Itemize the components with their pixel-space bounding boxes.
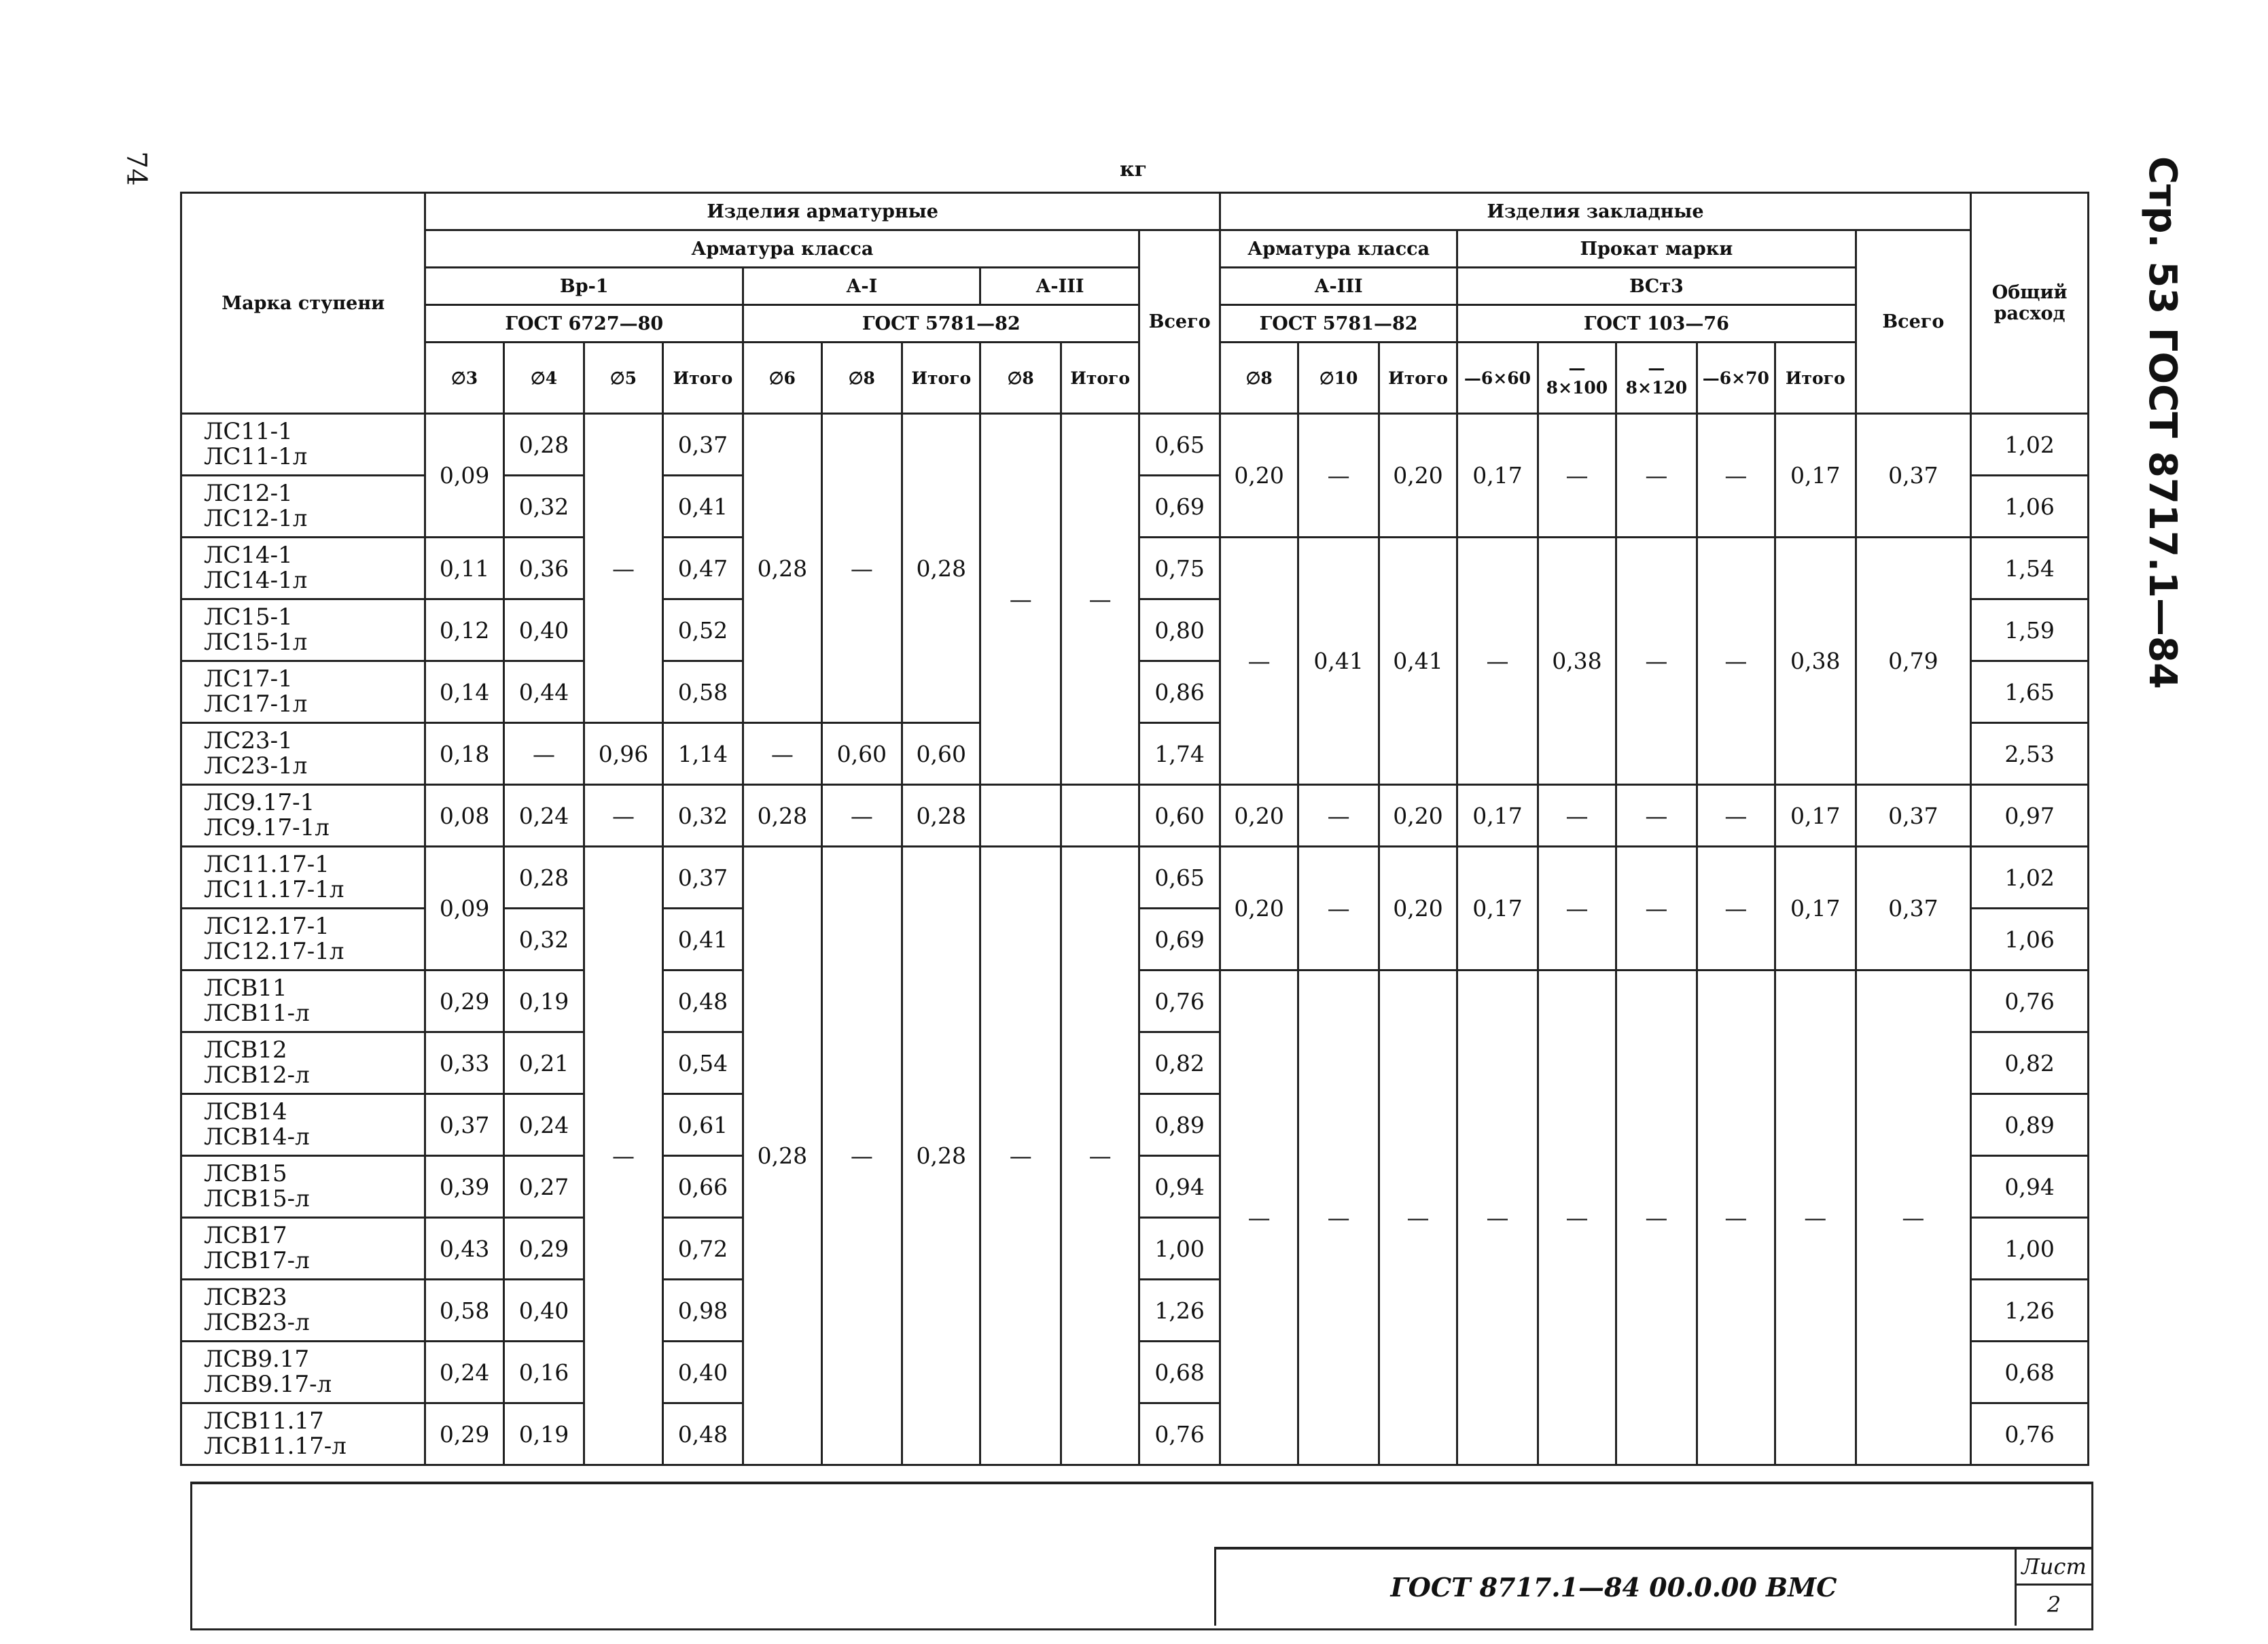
- cell: 0,08: [425, 785, 503, 847]
- sheet-number: 2: [2046, 1592, 2061, 1617]
- cell: 0,40: [662, 1342, 743, 1403]
- header-rolled-grade: Прокат марки: [1457, 230, 1856, 268]
- cell: 0,20: [1220, 414, 1298, 538]
- cell: 0,66: [662, 1156, 743, 1218]
- cell: 0,17: [1457, 785, 1538, 847]
- header-gost-6727: ГОСТ 6727—80: [425, 305, 743, 343]
- col-p-8x100: —8×100: [1538, 343, 1616, 414]
- cell: 0,79: [1856, 538, 1971, 785]
- cell: —: [1697, 414, 1775, 538]
- cell: 0,68: [1139, 1342, 1220, 1403]
- header-gost-5781-2: ГОСТ 5781—82: [1220, 305, 1457, 343]
- cell: —: [1457, 538, 1538, 785]
- col-p-8x120: —8×120: [1616, 343, 1697, 414]
- col-e-d10: ∅10: [1298, 343, 1379, 414]
- col-a3-d8: ∅8: [980, 343, 1061, 414]
- cell: 0,28: [902, 785, 980, 847]
- cell: 0,18: [425, 723, 503, 785]
- cell: 0,96: [584, 723, 662, 785]
- cell: —: [1697, 970, 1775, 1465]
- cell: 0,41: [662, 909, 743, 970]
- cell: —: [980, 847, 1061, 1465]
- cell: 0,28: [743, 414, 821, 723]
- row-mark: ЛСВ11 ЛСВ11-л: [181, 970, 425, 1032]
- col-p-sum: Итого: [1775, 343, 1856, 414]
- cell: [980, 785, 1061, 847]
- cell: 0,58: [662, 661, 743, 723]
- sheet-box: [2015, 1550, 2091, 1626]
- cell: 0,72: [662, 1218, 743, 1280]
- cell: 0,82: [1971, 1032, 2089, 1094]
- cell: —: [1220, 538, 1298, 785]
- cell: [1061, 785, 1139, 847]
- row-mark: ЛСВ9.17 ЛСВ9.17-л: [181, 1342, 425, 1403]
- cell: —: [821, 785, 902, 847]
- row-mark: ЛСВ17 ЛСВ17-л: [181, 1218, 425, 1280]
- cell: —: [1061, 847, 1139, 1465]
- row-mark: ЛС15-1 ЛС15-1л: [181, 599, 425, 661]
- cell: —: [1538, 970, 1616, 1465]
- cell: 1,02: [1971, 414, 2089, 476]
- cell: —: [1697, 847, 1775, 970]
- cell: 0,61: [662, 1094, 743, 1156]
- cell: 0,37: [1856, 414, 1971, 538]
- cell: 1,00: [1971, 1218, 2089, 1280]
- materials-table: [180, 192, 2089, 1466]
- col-e-d8: ∅8: [1220, 343, 1298, 414]
- cell: —: [1538, 414, 1616, 538]
- cell: 0,82: [1139, 1032, 1220, 1094]
- cell: 1,54: [1971, 538, 2089, 599]
- row-mark: ЛС12-1 ЛС12-1л: [181, 476, 425, 538]
- row-mark: ЛС14-1 ЛС14-1л: [181, 538, 425, 599]
- row-mark: ЛСВ11.17 ЛСВ11.17-л: [181, 1403, 425, 1465]
- cell: 0,40: [503, 599, 584, 661]
- cell: 0,29: [425, 1403, 503, 1465]
- cell: 0,80: [1139, 599, 1220, 661]
- cell: 1,74: [1139, 723, 1220, 785]
- cell: —: [1616, 847, 1697, 970]
- header-total-2: Всего: [1856, 230, 1971, 414]
- col-d5: ∅5: [584, 343, 662, 414]
- cell: 0,19: [503, 1403, 584, 1465]
- cell: 0,32: [503, 476, 584, 538]
- cell: 0,24: [503, 785, 584, 847]
- row-mark: ЛСВ15 ЛСВ15-л: [181, 1156, 425, 1218]
- header-a3-2: А-III: [1220, 268, 1457, 305]
- header-vr1: Вр-1: [425, 268, 743, 305]
- sheet-label: Лист: [2017, 1554, 2091, 1586]
- cell: 0,41: [662, 476, 743, 538]
- header-embedded-products: Изделия закладные: [1220, 193, 1970, 230]
- cell: 0,28: [503, 414, 584, 476]
- cell: 0,86: [1139, 661, 1220, 723]
- table-row: [181, 847, 2089, 909]
- table-row: [181, 785, 2089, 847]
- cell: —: [1856, 970, 1971, 1465]
- cell: —: [743, 723, 821, 785]
- cell: 1,59: [1971, 599, 2089, 661]
- cell: 0,17: [1775, 847, 1856, 970]
- table-body: [181, 414, 2089, 1465]
- row-mark: ЛС12.17-1 ЛС12.17-1л: [181, 909, 425, 970]
- cell: 0,21: [503, 1032, 584, 1094]
- cell: 1,26: [1971, 1280, 2089, 1342]
- cell: 0,37: [662, 847, 743, 909]
- cell: 0,20: [1379, 847, 1457, 970]
- col-p-6x60: —6×60: [1457, 343, 1538, 414]
- cell: 0,37: [662, 414, 743, 476]
- cell: 0,89: [1971, 1094, 2089, 1156]
- row-mark: ЛС23-1 ЛС23-1л: [181, 723, 425, 785]
- col-p-6x70: —6×70: [1697, 343, 1775, 414]
- cell: 0,76: [1971, 970, 2089, 1032]
- cell: 0,47: [662, 538, 743, 599]
- cell: 0,60: [821, 723, 902, 785]
- cell: 0,76: [1139, 1403, 1220, 1465]
- cell: —: [584, 785, 662, 847]
- cell: 0,65: [1139, 847, 1220, 909]
- cell: —: [1697, 538, 1775, 785]
- row-mark: ЛС11.17-1 ЛС11.17-1л: [181, 847, 425, 909]
- cell: 0,28: [902, 847, 980, 1465]
- cell: 0,20: [1379, 785, 1457, 847]
- cell: 0,28: [503, 847, 584, 909]
- col-vr-sum: Итого: [662, 343, 743, 414]
- cell: 1,06: [1971, 909, 2089, 970]
- cell: 0,29: [425, 970, 503, 1032]
- header-total: Всего: [1139, 230, 1220, 414]
- cell: 0,38: [1775, 538, 1856, 785]
- cell: —: [1697, 785, 1775, 847]
- cell: 1,65: [1971, 661, 2089, 723]
- cell: —: [1220, 970, 1298, 1465]
- cell: 0,19: [503, 970, 584, 1032]
- header-overall: Общий расход: [1971, 193, 2089, 414]
- cell: —: [503, 723, 584, 785]
- cell: —: [1298, 970, 1379, 1465]
- cell: 0,94: [1971, 1156, 2089, 1218]
- cell: 0,48: [662, 970, 743, 1032]
- header-gost-5781: ГОСТ 5781—82: [743, 305, 1139, 343]
- col-d8: ∅8: [821, 343, 902, 414]
- col-d4: ∅4: [503, 343, 584, 414]
- row-mark: ЛС9.17-1 ЛС9.17-1л: [181, 785, 425, 847]
- cell: —: [821, 847, 902, 1465]
- cell: 0,27: [503, 1156, 584, 1218]
- cell: 0,76: [1971, 1403, 2089, 1465]
- side-label: [2089, 156, 2191, 689]
- cell: 0,17: [1457, 847, 1538, 970]
- header-a3: А-III: [980, 268, 1139, 305]
- cell: —: [1616, 538, 1697, 785]
- header-vst3: ВСт3: [1457, 268, 1856, 305]
- col-a1-sum: Итого: [902, 343, 980, 414]
- cell: 0,43: [425, 1218, 503, 1280]
- cell: 0,16: [503, 1342, 584, 1403]
- cell: 0,37: [1856, 847, 1971, 970]
- page-number: 74: [120, 151, 152, 186]
- cell: 0,20: [1220, 785, 1298, 847]
- cell: 0,24: [503, 1094, 584, 1156]
- cell: 0,17: [1457, 414, 1538, 538]
- cell: 0,40: [503, 1280, 584, 1342]
- side-label-text: Стр. 53 ГОСТ 8717.1—84: [2140, 156, 2184, 689]
- cell: —: [1298, 414, 1379, 538]
- cell: 0,32: [662, 785, 743, 847]
- header-arm-class-2: Арматура класса: [1220, 230, 1457, 268]
- cell: 0,39: [425, 1156, 503, 1218]
- units-label: кг: [1120, 158, 1148, 181]
- cell: 0,60: [1139, 785, 1220, 847]
- cell: 1,02: [1971, 847, 2089, 909]
- cell: —: [980, 414, 1061, 785]
- row-mark: ЛСВ12 ЛСВ12-л: [181, 1032, 425, 1094]
- cell: —: [1775, 970, 1856, 1465]
- cell: 2,53: [1971, 723, 2089, 785]
- cell: 0,20: [1220, 847, 1298, 970]
- cell: —: [1538, 847, 1616, 970]
- row-mark: ЛСВ23 ЛСВ23-л: [181, 1280, 425, 1342]
- header-mark: Марка ступени: [181, 193, 425, 414]
- cell: 0,58: [425, 1280, 503, 1342]
- header-armatur-products: Изделия арматурные: [425, 193, 1220, 230]
- cell: 1,06: [1971, 476, 2089, 538]
- cell: 0,98: [662, 1280, 743, 1342]
- header-gost-103: ГОСТ 103—76: [1457, 305, 1856, 343]
- cell: 0,41: [1379, 538, 1457, 785]
- cell: —: [1298, 785, 1379, 847]
- cell: 0,68: [1971, 1342, 2089, 1403]
- table-row: [181, 414, 2089, 476]
- cell: 0,48: [662, 1403, 743, 1465]
- cell: —: [1616, 785, 1697, 847]
- cell: 0,36: [503, 538, 584, 599]
- cell: 1,00: [1139, 1218, 1220, 1280]
- cell: 0,28: [743, 847, 821, 1465]
- col-e-sum: Итого: [1379, 343, 1457, 414]
- cell: —: [1616, 970, 1697, 1465]
- col-d3: ∅3: [425, 343, 503, 414]
- document-code: ГОСТ 8717.1—84 00.0.00 ВМС: [1390, 1572, 1837, 1603]
- cell: —: [584, 414, 662, 723]
- col-a3-sum: Итого: [1061, 343, 1139, 414]
- cell: 0,29: [503, 1218, 584, 1280]
- cell: —: [1379, 970, 1457, 1465]
- cell: 0,52: [662, 599, 743, 661]
- cell: 0,24: [425, 1342, 503, 1403]
- cell: 0,17: [1775, 414, 1856, 538]
- row-mark: ЛС17-1 ЛС17-1л: [181, 661, 425, 723]
- col-d6: ∅6: [743, 343, 821, 414]
- cell: —: [1298, 847, 1379, 970]
- cell: 0,32: [503, 909, 584, 970]
- cell: 0,14: [425, 661, 503, 723]
- cell: —: [1616, 414, 1697, 538]
- cell: 0,12: [425, 599, 503, 661]
- cell: 0,75: [1139, 538, 1220, 599]
- cell: 0,65: [1139, 414, 1220, 476]
- cell: 0,28: [743, 785, 821, 847]
- cell: 0,41: [1298, 538, 1379, 785]
- cell: 0,89: [1139, 1094, 1220, 1156]
- cell: 0,37: [425, 1094, 503, 1156]
- cell: —: [821, 414, 902, 723]
- cell: 0,09: [425, 847, 503, 970]
- cell: 0,54: [662, 1032, 743, 1094]
- cell: —: [584, 847, 662, 1465]
- row-mark: ЛСВ14 ЛСВ14-л: [181, 1094, 425, 1156]
- cell: 0,33: [425, 1032, 503, 1094]
- cell: 1,14: [662, 723, 743, 785]
- cell: —: [1538, 785, 1616, 847]
- cell: 0,69: [1139, 909, 1220, 970]
- cell: —: [1457, 970, 1538, 1465]
- cell: —: [1061, 414, 1139, 785]
- header-a1: А-I: [743, 268, 980, 305]
- cell: 0,37: [1856, 785, 1971, 847]
- cell: 0,17: [1775, 785, 1856, 847]
- cell: 0,94: [1139, 1156, 1220, 1218]
- header-arm-class: Арматура класса: [425, 230, 1139, 268]
- cell: 0,76: [1139, 970, 1220, 1032]
- cell: 0,97: [1971, 785, 2089, 847]
- cell: 0,11: [425, 538, 503, 599]
- row-mark: ЛС11-1 ЛС11-1л: [181, 414, 425, 476]
- cell: 0,09: [425, 414, 503, 538]
- cell: 0,38: [1538, 538, 1616, 785]
- cell: 0,28: [902, 414, 980, 723]
- title-block: [1214, 1547, 2091, 1626]
- cell: 0,69: [1139, 476, 1220, 538]
- cell: 1,26: [1139, 1280, 1220, 1342]
- cell: 0,20: [1379, 414, 1457, 538]
- cell: 0,44: [503, 661, 584, 723]
- table-header: [181, 193, 2089, 414]
- cell: 0,60: [902, 723, 980, 785]
